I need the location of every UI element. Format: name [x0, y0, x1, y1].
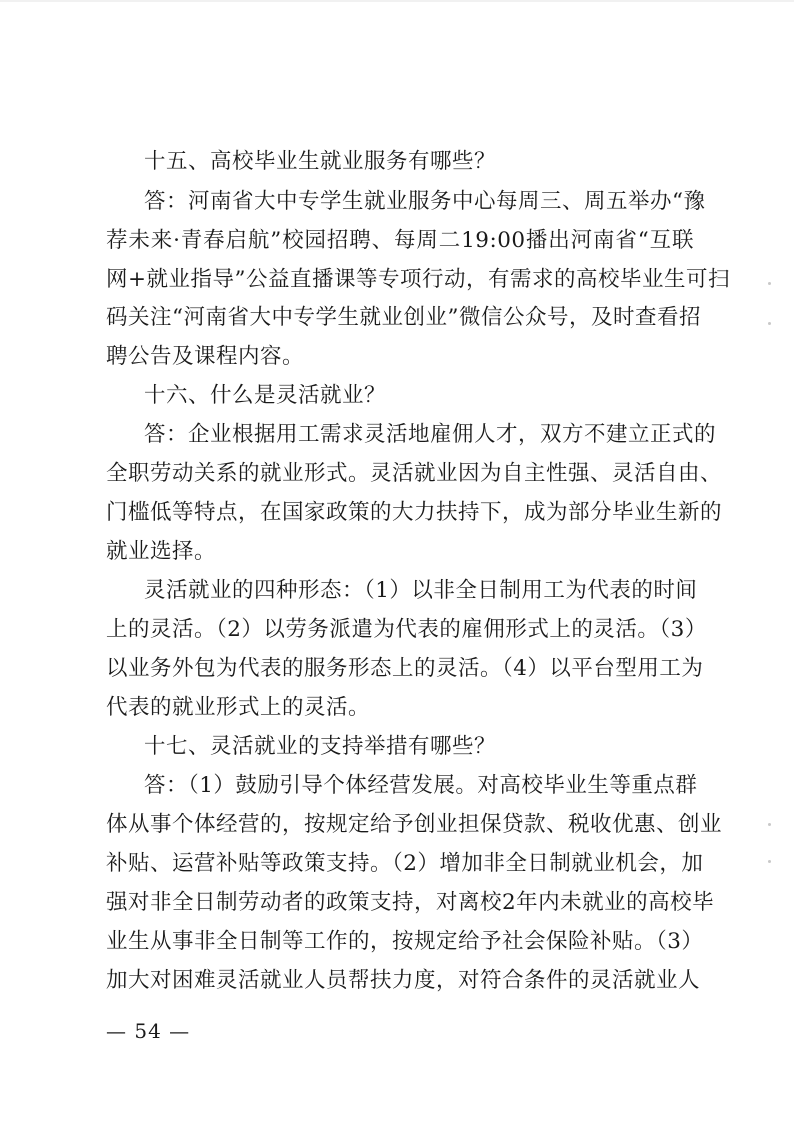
section-17-answer-line-2: 体从事个体经营的，按规定给予创业担保贷款、税收优惠、创业	[106, 812, 723, 837]
section-15-answer-line-4: 码关注“河南省大中专学生就业创业”微信公众号，及时查看招	[106, 305, 701, 330]
scan-speck	[768, 322, 771, 325]
section-15-answer-line-1: 答：河南省大中专学生就业服务中心每周三、周五举办“豫	[144, 189, 706, 214]
scan-speck	[768, 823, 771, 826]
section-15-answer-line-3: 网+就业指导”公益直播课等专项行动，有需求的高校毕业生可扫	[106, 267, 731, 292]
section-17-answer-line-5: 业生从事非全日制等工作的，按规定给予社会保险补贴。（3）	[106, 929, 704, 954]
section-15-answer-line-2: 荐未来·青春启航”校园招聘、每周二19:00播出河南省“互联	[106, 228, 694, 253]
section-15-heading: 十五、高校毕业生就业服务有哪些？	[144, 149, 497, 174]
page-top-edge	[0, 0, 794, 2]
section-17-answer-line-1: 答：（1）鼓励引导个体经营发展。对高校毕业生等重点群	[144, 773, 698, 798]
page-number: — 54 —	[106, 1019, 191, 1043]
section-17-answer-line-3: 补贴、运营补贴等政策支持。（2）增加非全日制就业机会，加	[106, 851, 704, 876]
section-15-answer-line-5: 聘公告及课程内容。	[106, 344, 305, 369]
section-16-answer-line-4: 就业选择。	[106, 539, 217, 564]
section-17-answer-line-4: 强对非全日制劳动者的政策支持，对离校2年内未就业的高校毕	[106, 890, 715, 915]
section-17-answer-line-6: 加大对困难灵活就业人员帮扶力度，对符合条件的灵活就业人	[106, 968, 701, 993]
section-16-forms-line-4: 代表的就业形式上的灵活。	[106, 695, 371, 720]
section-16-answer-line-1: 答：企业根据用工需求灵活地雇佣人才，双方不建立正式的	[144, 422, 717, 447]
section-16-answer-line-3: 门槛低等特点，在国家政策的大力扶持下，成为部分毕业生新的	[106, 500, 723, 525]
section-16-forms-line-3: 以业务外包为代表的服务形态上的灵活。（4）以平台型用工为	[106, 656, 704, 681]
section-16-forms-line-1: 灵活就业的四种形态：（1）以非全日制用工为代表的时间	[144, 578, 698, 603]
section-16-forms-line-2: 上的灵活。（2）以劳务派遣为代表的雇佣形式上的灵活。（3）	[106, 617, 707, 642]
scan-speck	[768, 860, 771, 863]
scan-speck	[768, 282, 771, 285]
section-16-answer-line-2: 全职劳动关系的就业形式。灵活就业因为自主性强、灵活自由、	[106, 461, 723, 486]
section-16-heading: 十六、什么是灵活就业？	[144, 383, 387, 408]
section-17-heading: 十七、灵活就业的支持举措有哪些？	[144, 734, 497, 759]
